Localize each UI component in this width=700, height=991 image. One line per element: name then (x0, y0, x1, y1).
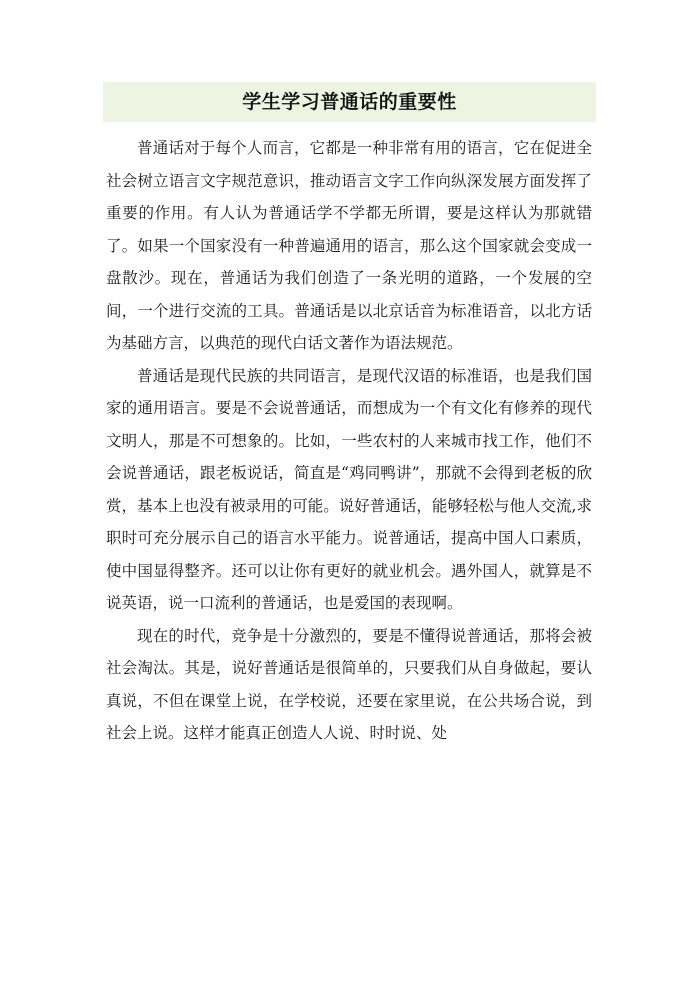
document-title: 学生学习普通话的重要性 (242, 91, 457, 113)
paragraph-2: 普通话是现代民族的共同语言，是现代汉语的标准语，也是我们国家的通用语言。要是不会说普通话，而想成为一个有文化有修养的现代文明人，那是不可想象的。比如，一些农村的人来城市找工作，他们不会说普通话，跟老板说话，简直是“鸡同鸭讲”，那就不会得到老板的欣赏，基本上也没有被录用的可能。说好普通话，能够轻松与他人交流,求职时可充分展示自己的语言水平能力。说普通话，提高中国人口素质，使中国显得整齐。还可以让你有更好的就业机会。遇外国人，就算是不说英语，说一口流利的普通话，也是爱国的表现啊。 (106, 366, 592, 612)
paragraph-3: 现在的时代，竞争是十分激烈的，要是不懂得说普通话，那将会被社会淘汰。其是，说好普通话是很简单的，只要我们从自身做起，要认真说，不但在课堂上说，在学校说，还要在家里说，在公共场合说，到社会上说。这样才能真正创造人人说、时时说、处 (106, 626, 592, 742)
document-body (106, 132, 592, 750)
paragraph-1: 普通话对于每个人而言，它都是一种非常有用的语言，它在促进全社会树立语言文字规范意识，推动语言文字工作向纵深发展方面发挥了重要的作用。有人认为普通话学不学都无所谓，要是这样认为那就错了。如果一个国家没有一种普遍通用的语言，那么这个国家就会变成一盘散沙。现在，普通话为我们创造了一条光明的道路，一个发展的空间，一个进行交流的工具。普通话是以北京话音为标准语音，以北方话为基础方言，以典范的现代白话文著作为语法规范。 (106, 139, 592, 352)
